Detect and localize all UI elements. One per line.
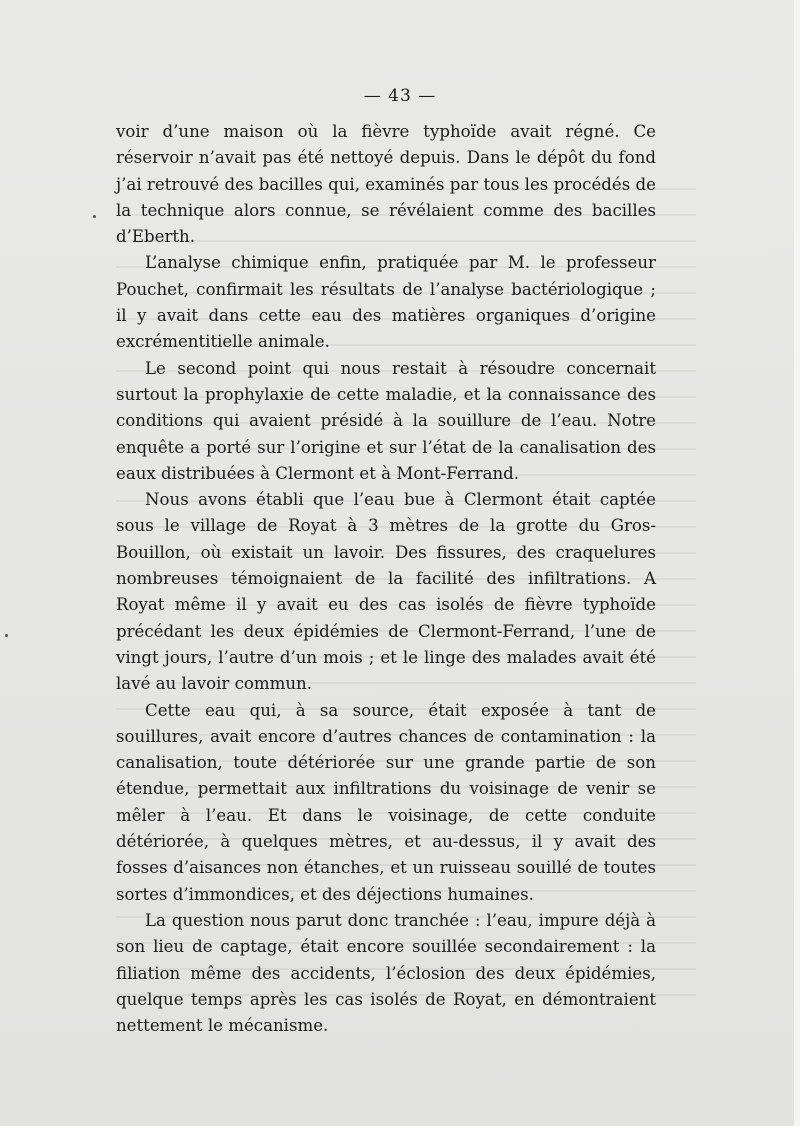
- page-edge: [794, 0, 800, 1126]
- page-number: — 43 —: [363, 86, 437, 106]
- paragraph: Nous avons établi que l’eau bue à Clermont était captée sous le village de Royat à 3 mètres de la grotte du Gros-Bouillon, où existait un lavoir. Des fissures, des craquelures nombreuses témoignaient de la facilité des infiltrations. A Royat même il y avait eu des cas isolés de fièvre typhoïde précédant les deux épidémies de Clermont-Ferrand, l’une de vingt jours, l’autre d’un mois ; et le linge des malades avait été lavé au lavoir commun.: [116, 490, 656, 694]
- paragraph: voir d’une maison où la fièvre typhoïde avait régné. Ce réservoir n’avait pas été nettoyé depuis. Dans le dépôt du fond j’ai retrouvé des bacilles qui, examinés par tous les procédés de la technique alors connue, se révélaient comme des bacilles d’Eberth.: [116, 122, 656, 247]
- paragraph: L’analyse chimique enfin, pratiquée par M. le professeur Pouchet, confirmait les résultats de l’analyse bactériologique ; il y avait dans cette eau des matières organiques d’origine excrémentitielle animale.: [116, 253, 656, 352]
- body-text: [116, 119, 656, 1039]
- paragraph: Cette eau qui, à sa source, était exposée à tant de souillures, avait encore d’autres chances de contamination : la canalisation, toute détériorée sur une grande partie de son étendue, permettait aux infiltrations du voisinage de venir se mêler à l’eau. Et dans le voisinage, de cette conduite détériorée, à quelques mètres, et au-dessus, il y avait des fosses d’aisances non étanches, et un ruisseau souillé de toutes sortes d’immondices, et des déjections humaines.: [116, 700, 656, 904]
- margin-speck: [5, 634, 8, 637]
- paragraph: La question nous parut donc tranchée : l’eau, impure déjà à son lieu de captage, était encore souillée secondairement : la filiation même des accidents, l’éclosion des deux épidémies, quelque temps après les cas isolés de Royat, en démontraient nettement le mécanisme.: [116, 910, 656, 1036]
- paragraph: Le second point qui nous restait à résoudre concernait surtout la prophylaxie de cette maladie, et la connaissance des conditions qui avaient présidé à la souillure de l’eau. Notre enquête a porté sur l’origine et sur l’état de la canalisation des eaux distribuées à Clermont et à Mont-Ferrand.: [116, 358, 656, 483]
- margin-speck: [93, 215, 96, 218]
